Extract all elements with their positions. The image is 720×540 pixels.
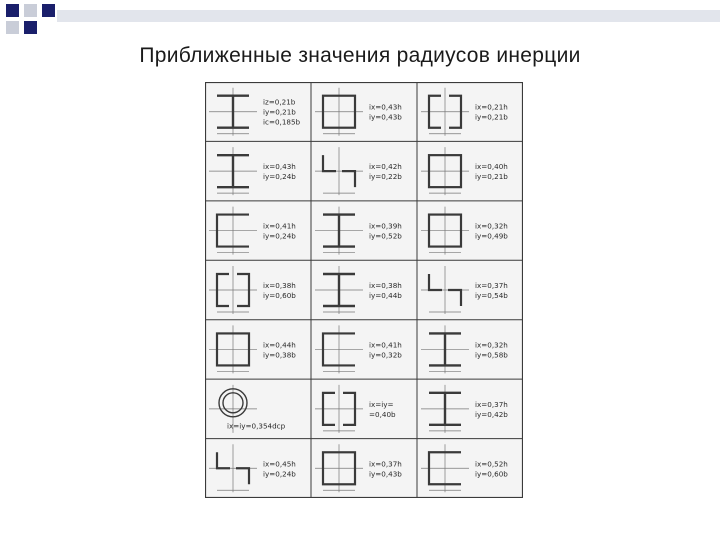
radius-formula: ix=0,21h bbox=[475, 102, 508, 112]
radius-formula: iz=0,21b bbox=[263, 97, 296, 107]
radius-formula: iy=0,42b bbox=[475, 409, 508, 419]
radius-formula: ix=iy=0,354dcp bbox=[227, 421, 286, 431]
radius-formula: ix=0,38h bbox=[369, 281, 402, 290]
radius-formula: ix=0,43h bbox=[263, 162, 296, 172]
radius-formula: iy=0,21b bbox=[263, 107, 296, 117]
radius-formula: iy=0,24b bbox=[263, 469, 296, 479]
radius-formula: iy=0,24b bbox=[263, 231, 296, 241]
deco-square-4 bbox=[24, 21, 37, 34]
radius-formula: ix=0,39h bbox=[369, 221, 402, 231]
radius-formula: ix=0,38h bbox=[263, 281, 296, 290]
radius-formula: iy=0,49b bbox=[475, 231, 508, 241]
radius-formula: iy=0,21b bbox=[475, 172, 508, 182]
deco-bar bbox=[57, 10, 720, 22]
radius-formula: iy=0,21b bbox=[475, 112, 508, 122]
header-decoration bbox=[0, 0, 720, 36]
radius-formula: iy=0,60b bbox=[475, 469, 508, 479]
radius-formula: ix=0,32h bbox=[475, 340, 508, 350]
radius-formula: iy=0,60b bbox=[263, 291, 296, 300]
radius-formula: ix=0,41h bbox=[369, 340, 402, 350]
radius-formula: iy=0,43b bbox=[369, 469, 402, 479]
radius-formula: iy=0,22b bbox=[369, 172, 402, 182]
radius-formula: =0,40b bbox=[369, 409, 396, 419]
inertia-table bbox=[205, 82, 523, 498]
radius-formula: iy=0,54b bbox=[475, 291, 508, 300]
deco-square-2 bbox=[24, 4, 37, 17]
radius-formula: ix=0,40h bbox=[475, 162, 508, 172]
radius-formula: ix=0,43h bbox=[369, 102, 402, 112]
radius-formula: ix=0,37h bbox=[369, 459, 402, 469]
radius-formula: ic=0,185b bbox=[263, 117, 301, 127]
radius-formula: iy=0,52b bbox=[369, 231, 402, 241]
deco-square-1 bbox=[6, 4, 19, 17]
deco-square-5 bbox=[42, 4, 55, 17]
radius-formula: ix=0,41h bbox=[263, 221, 296, 231]
slide-title: Приближенные значения радиусов инерции bbox=[139, 44, 581, 67]
radius-formula: ix=0,32h bbox=[475, 221, 508, 231]
radius-formula: ix=0,42h bbox=[369, 162, 402, 172]
deco-square-3 bbox=[6, 21, 19, 34]
radius-formula: ix=0,37h bbox=[475, 399, 508, 409]
radius-formula: ix=0,52h bbox=[475, 459, 508, 469]
radius-formula: ix=0,45h bbox=[263, 459, 296, 469]
radius-formula: iy=0,44b bbox=[369, 291, 402, 300]
radius-formula: iy=0,24b bbox=[263, 172, 296, 182]
radius-formula: iy=0,43b bbox=[369, 112, 402, 122]
radius-formula: iy=0,32b bbox=[369, 350, 402, 360]
radius-formula: iy=0,38b bbox=[263, 350, 296, 360]
radius-formula: iy=0,58b bbox=[475, 350, 508, 360]
radius-formula: ix=iy= bbox=[369, 399, 394, 409]
radius-formula: ix=0,37h bbox=[475, 281, 508, 290]
radius-formula: ix=0,44h bbox=[263, 340, 296, 350]
